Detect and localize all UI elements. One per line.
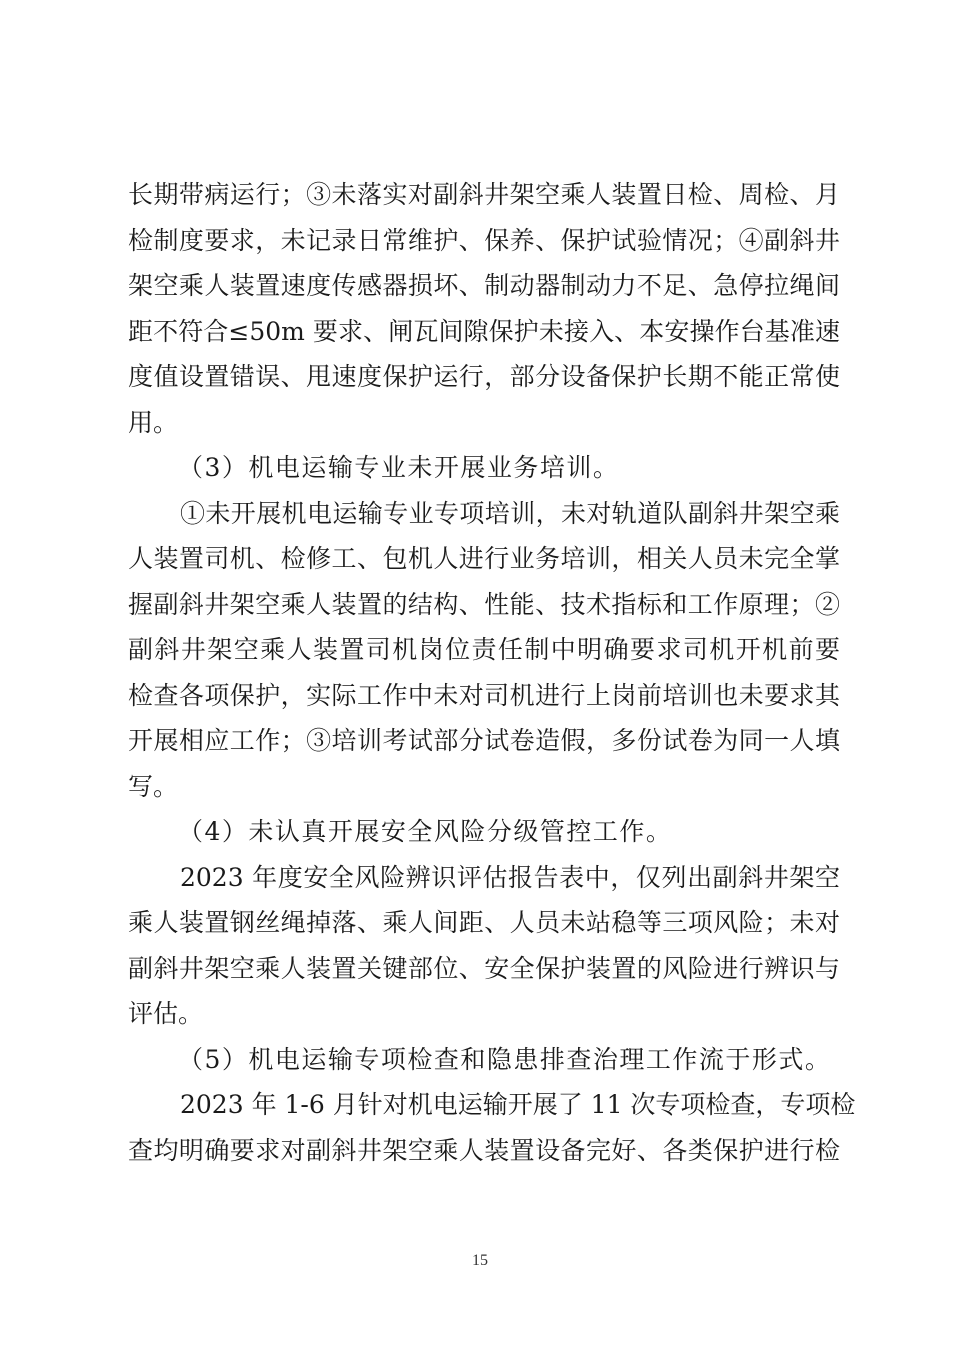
text-line: 用。 [128, 407, 179, 437]
section-heading-5: （5）机电运输专项检查和隐患排查治理工作流于形式。 [178, 1044, 832, 1074]
paragraph-first-line: ①未开展机电运输专业专项培训，未对轨道队副斜井架空乘 [180, 498, 840, 528]
text-line: 距不符合≤50m 要求、闸瓦间隙保护未接入、本安操作台基准速 [128, 316, 840, 346]
text-line: 开展相应工作；③培训考试部分试卷造假，多份试卷为同一人填 [128, 726, 840, 755]
text-line: 副斜井架空乘人装置司机岗位责任制中明确要求司机开机前要 [128, 635, 840, 664]
document-body [128, 172, 856, 1173]
text-line: 副斜井架空乘人装置关键部位、安全保护装置的风险进行辨识与 [128, 953, 840, 983]
text-line: 握副斜井架空乘人装置的结构、性能、技术指标和工作原理；② [128, 589, 840, 619]
paragraph-first-line: 2023 年 1-6 月针对机电运输开展了 11 次专项检查，专项检 [180, 1090, 856, 1119]
text-line: 检查各项保护，实际工作中未对司机进行上岗前培训也未要求其 [128, 680, 840, 710]
paragraph-first-line: 2023 年度安全风险辨识评估报告表中，仅列出副斜井架空 [180, 862, 840, 892]
section-heading-3: （3）机电运输专业未开展业务培训。 [178, 453, 620, 482]
text-line: 乘人装置钢丝绳掉落、乘人间距、人员未站稳等三项风险；未对 [128, 908, 840, 937]
section-heading-4: （4）未认真开展安全风险分级管控工作。 [178, 817, 673, 846]
text-line: 架空乘人装置速度传感器损坏、制动器制动力不足、急停拉绳间 [128, 271, 840, 300]
text-line: 写。 [128, 771, 179, 801]
text-line: 检制度要求，未记录日常维护、保养、保护试验情况；④副斜井 [128, 225, 840, 255]
text-line: 评估。 [128, 999, 204, 1028]
text-line: 人装置司机、检修工、包机人进行业务培训，相关人员未完全掌 [128, 544, 840, 573]
text-line: 长期带病运行；③未落实对副斜井架空乘人装置日检、周检、月 [128, 180, 840, 209]
text-line: 度值设置错误、甩速度保护运行，部分设备保护长期不能正常使 [128, 362, 840, 391]
text-line: 查均明确要求对副斜井架空乘人装置设备完好、各类保护进行检 [128, 1135, 840, 1165]
page-number: 15 [472, 1252, 488, 1269]
